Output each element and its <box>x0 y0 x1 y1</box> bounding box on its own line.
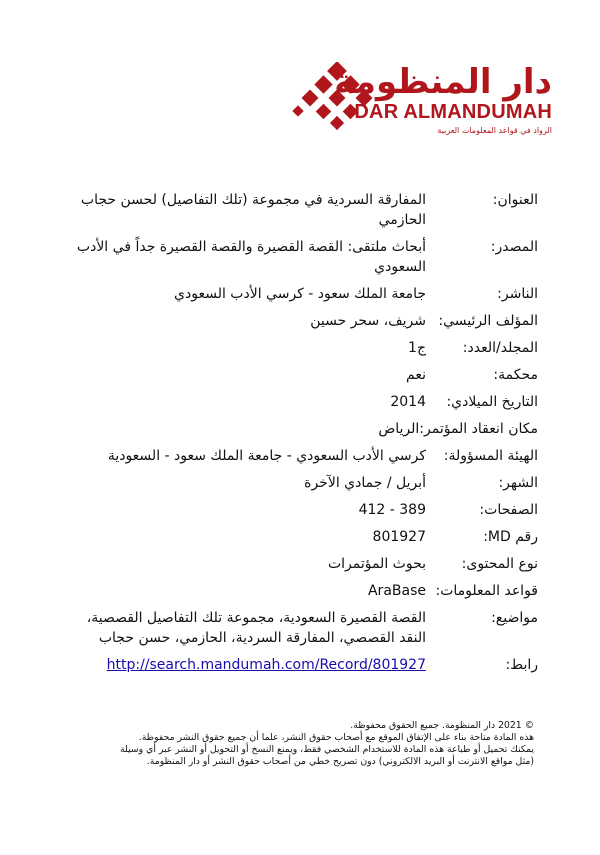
logo-arabic-text: دار المنظومة <box>334 62 552 102</box>
record-value-month: أبريل / جمادي الآخرة <box>304 475 426 491</box>
record-label: المجلد/العدد: <box>462 340 538 356</box>
copyright-notice <box>90 720 534 768</box>
logo-english-text: DAR ALMANDUMAH <box>354 101 552 123</box>
record-details <box>60 190 538 682</box>
record-row-subjects <box>60 608 538 648</box>
record-row-link <box>60 655 538 675</box>
record-label: نوع المحتوى: <box>461 556 538 572</box>
record-row-databases <box>60 581 538 601</box>
record-value-subjects: القصة القصيرة السعودية، مجموعة تلك التفاصيل القصصية، النقد القصصي، المفارقة السردية، الحازمي، حسن حجاب <box>86 610 426 646</box>
record-label: رابط: <box>505 657 538 673</box>
record-value-md-number: 801927 <box>372 529 426 545</box>
record-label: مواضيع: <box>491 610 538 626</box>
record-label: الشهر: <box>498 475 538 491</box>
record-value-volume: ج1 <box>408 340 426 356</box>
record-value-responsible-body: كرسي الأدب السعودي - جامعة الملك سعود - السعودية <box>107 448 426 464</box>
record-value-date: 2014 <box>390 394 426 410</box>
record-row-title <box>60 190 538 230</box>
usage-line-2: (مثل مواقع الانترنت أو البريد الالكتروني) دون تصريح خطي من أصحاب حقوق النشر أو دار المنظومة. <box>146 756 534 767</box>
record-label: الهيئة المسؤولة: <box>443 448 538 464</box>
record-value-link-cell <box>60 655 426 675</box>
record-value-conference-location: الرياض <box>378 421 420 437</box>
record-value-title: المفارقة السردية في مجموعة (تلك التفاصيل) لحسن حجاب الحازمي <box>80 192 426 228</box>
record-label: محكمة: <box>493 367 538 383</box>
record-row-conference-location <box>60 419 538 439</box>
record-row-month <box>60 473 538 493</box>
record-value-peer-reviewed: نعم <box>406 367 426 383</box>
record-row-peer-reviewed <box>60 365 538 385</box>
record-value-author: شريف، سحر حسين <box>310 313 426 329</box>
record-link[interactable]: http://search.mandumah.com/Record/801927 <box>106 657 426 673</box>
record-row-source <box>60 237 538 277</box>
record-value-databases: AraBase <box>367 583 426 599</box>
record-label: الناشر: <box>497 286 538 302</box>
record-value-source: أبحاث ملتقى: القصة القصيرة والقصة القصيرة جداً في الأدب السعودي <box>76 239 426 275</box>
record-label: التاريخ الميلادي: <box>446 394 538 410</box>
record-row-date <box>60 392 538 412</box>
record-label: المصدر: <box>490 239 538 255</box>
record-label: مكان انعقاد المؤتمر: <box>419 421 538 437</box>
record-row-publisher <box>60 284 538 304</box>
copyright-line: © 2021 دار المنظومة. جميع الحقوق محفوظة. <box>350 720 534 731</box>
record-row-responsible-body <box>60 446 538 466</box>
record-row-md-number <box>60 527 538 547</box>
record-label: قواعد المعلومات: <box>435 583 538 599</box>
record-row-pages <box>60 500 538 520</box>
record-value-pages: 389 - 412 <box>358 502 426 518</box>
record-row-volume <box>60 338 538 358</box>
record-label: العنوان: <box>492 192 538 208</box>
rights-line: هذه المادة متاحة بناء على الإتفاق الموقع مع أصحاب حقوق النشر، علما أن جميع حقوق النشر محفوظة. <box>138 732 534 743</box>
record-label: الصفحات: <box>479 502 538 518</box>
record-value-publisher: جامعة الملك سعود - كرسي الأدب السعودي <box>174 286 426 302</box>
record-row-content-type <box>60 554 538 574</box>
dar-almandumah-logo <box>290 62 552 144</box>
record-label: المؤلف الرئيسي: <box>438 313 538 329</box>
record-label: رقم MD: <box>483 529 538 545</box>
record-value-content-type: بحوث المؤتمرات <box>327 556 426 572</box>
usage-line: يمكنك تحميل أو طباعة هذه المادة للاستخدام الشخصي فقط، ويمنع النسخ أو التحويل أو النشر عبر أي وسيلة <box>119 744 534 755</box>
record-row-author <box>60 311 538 331</box>
logo-tagline: الرواد في قواعد المعلومات العربية <box>437 126 552 135</box>
